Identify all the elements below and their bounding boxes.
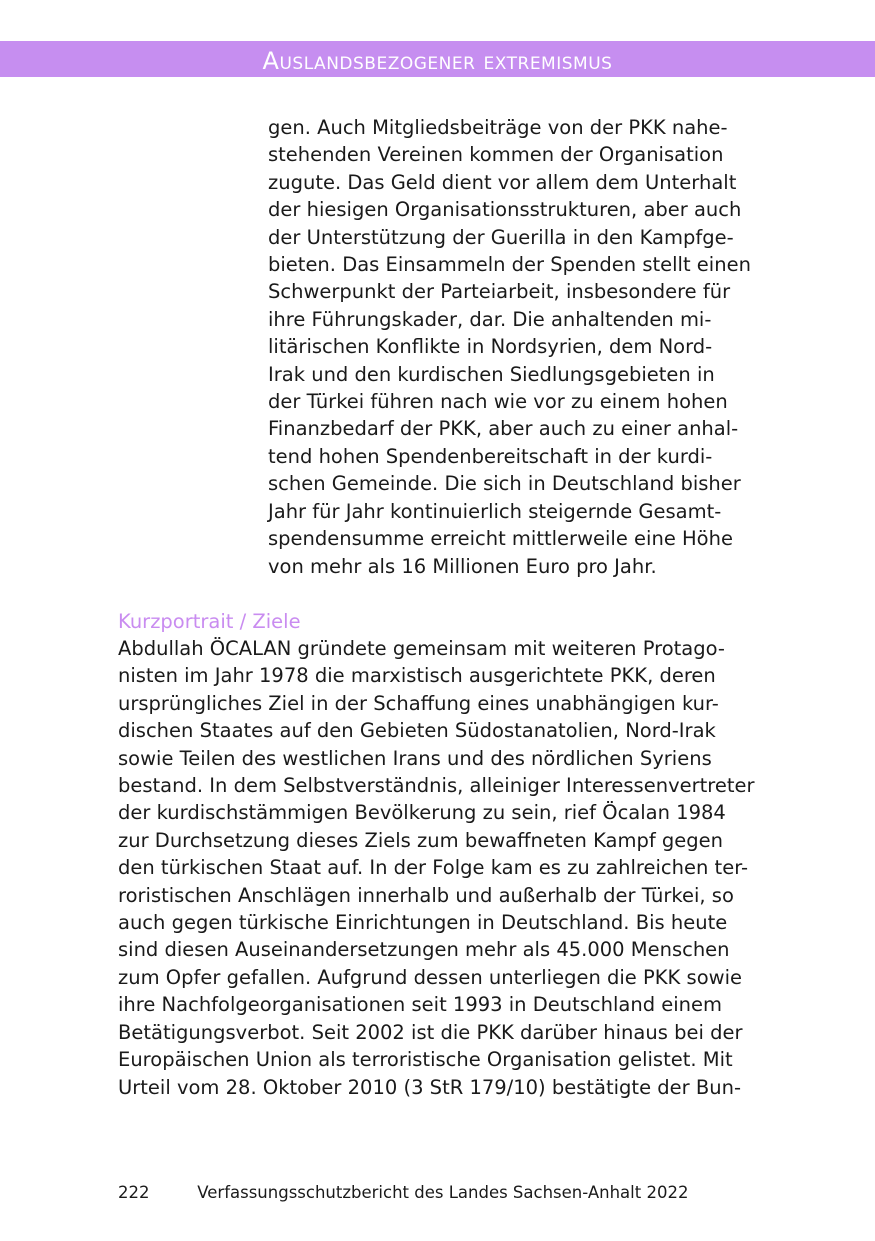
text-line: roristischen Anschlägen innerhalb und außerhalb der Türkei, so xyxy=(118,883,734,907)
text-line: zur Durchsetzung dieses Ziels zum bewaffneten Kampf gegen xyxy=(118,828,724,852)
text-line: Jahr für Jahr kontinuierlich steigernde Gesamt- xyxy=(268,499,722,523)
text-line: schen Gemeinde. Die sich in Deutschland bisher xyxy=(268,472,741,496)
text-line: den türkischen Staat auf. In der Folge kam es zu zahlreichen ter- xyxy=(118,856,749,880)
publication-title: Verfassungsschutzbericht des Landes Sachsen-Anhalt 2022 xyxy=(197,1183,689,1202)
text-line: Urteil vom 28. Oktober 2010 (3 StR 179/10) bestätigte der Bun- xyxy=(118,1075,742,1099)
page-footer xyxy=(118,1181,688,1205)
section-heading: Kurzportrait / Ziele xyxy=(118,610,301,633)
text-line: sowie Teilen des westlichen Irans und des nördlichen Syriens xyxy=(118,746,712,770)
text-line: ihre Führungskader, dar. Die anhaltenden mi- xyxy=(268,307,712,331)
text-line: sind diesen Auseinandersetzungen mehr als 45.000 Menschen xyxy=(118,938,730,962)
text-line: zum Opfer gefallen. Aufgrund dessen unterliegen die PKK sowie xyxy=(118,965,742,989)
text-line: Betätigungsverbot. Seit 2002 ist die PKK darüber hinaus bei der xyxy=(118,1020,743,1044)
text-line: ihre Nachfolgeorganisationen seit 1993 in Deutschland einem xyxy=(118,993,723,1017)
text-line: dischen Staates auf den Gebieten Südostanatolien, Nord-Irak xyxy=(118,719,716,743)
text-line: Irak und den kurdischen Siedlungsgebieten in xyxy=(268,362,715,386)
text-line: der Türkei führen nach wie vor zu einem hohen xyxy=(268,390,728,414)
text-line: nisten im Jahr 1978 die marxistisch ausgerichtete PKK, deren xyxy=(118,664,716,688)
text-line: ursprüngliches Ziel in der Schaffung eines unabhängigen kur- xyxy=(118,691,719,715)
text-line: Schwerpunkt der Parteiarbeit, insbesondere für xyxy=(268,280,731,304)
text-line: gen. Auch Mitgliedsbeiträge von der PKK nahe- xyxy=(268,116,728,139)
header-bar xyxy=(0,41,875,77)
text-line: litärischen Konflikte in Nordsyrien, dem Nord- xyxy=(268,335,713,359)
text-line: stehenden Vereinen kommen der Organisation xyxy=(268,143,724,167)
text-line: der kurdischstämmigen Bevölkerung zu sein, rief Öcalan 1984 xyxy=(118,801,726,825)
text-line: bieten. Das Einsammeln der Spenden stellt einen xyxy=(268,253,751,277)
intro-paragraph xyxy=(268,114,768,580)
page-number: 222 xyxy=(118,1183,150,1202)
text-line: zugute. Das Geld dient vor allem dem Unterhalt xyxy=(268,170,737,194)
text-line: Europäischen Union als terroristische Organisation gelistet. Mit xyxy=(118,1048,733,1072)
text-line: der hiesigen Organisationsstrukturen, aber auch xyxy=(268,198,742,222)
text-line: von mehr als 16 Millionen Euro pro Jahr. xyxy=(268,554,657,578)
text-line: bestand. In dem Selbstverständnis, alleiniger Interessenvertreter xyxy=(118,774,755,798)
page-header-title: Auslandsbezogener extremismus xyxy=(262,47,613,75)
text-line: der Unterstützung der Guerilla in den Kampfge- xyxy=(268,225,734,249)
section-body-paragraph xyxy=(118,635,778,1101)
text-line: Finanzbedarf der PKK, aber auch zu einer anhal- xyxy=(268,417,739,441)
text-line: spendensumme erreicht mittlerweile eine Höhe xyxy=(268,527,733,551)
text-line: Abdullah ÖCALAN gründete gemeinsam mit weiteren Protago- xyxy=(118,637,725,660)
text-line: tend hohen Spendenbereitschaft in der kurdi- xyxy=(268,444,713,468)
text-line: auch gegen türkische Einrichtungen in Deutschland. Bis heute xyxy=(118,911,728,935)
